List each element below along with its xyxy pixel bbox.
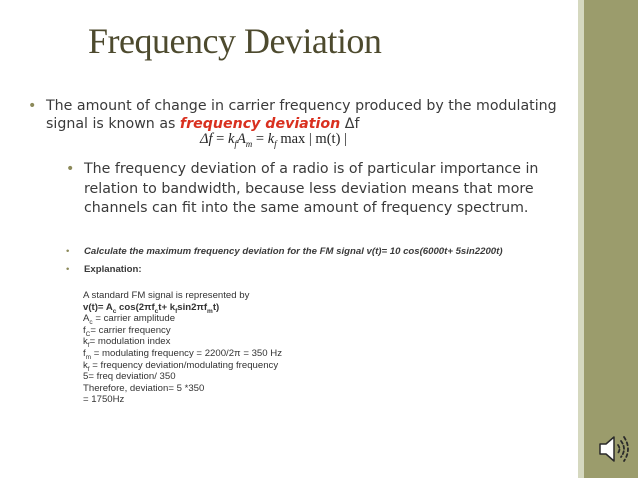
bullet-question-text: Calculate the maximum frequency deviation for the FM signal v(t)= 10 cos(6000t+ 5sin2200t) [84,246,503,257]
explanation-text: 5= freq deviation/ 350 [83,371,176,383]
explanation-sub: f [175,307,178,315]
explanation-text: f [83,347,86,359]
bullet-icon: • [66,246,70,257]
slide-title: Frequency Deviation [88,21,382,61]
bullet-question [66,246,503,257]
explanation-line [83,394,282,406]
explanation-text: k [83,336,88,348]
formula-lhs: Δf [200,131,213,147]
formula-a: A [236,131,246,147]
bullet-icon: • [66,264,70,275]
bullet-explanation [66,264,142,275]
explanation-sub: c [154,307,159,315]
formula-k-sub: f [234,138,237,149]
formula-k-2: k [267,131,275,147]
explanation-line [83,325,282,337]
explanation-text: t) [212,301,220,313]
explanation-text: = carrier frequency [90,324,171,336]
formula-equals: = [212,131,228,147]
bullet-bandwidth [66,160,584,219]
explanation-text: = modulation index [89,336,171,348]
explanation-line [83,348,282,360]
explanation-text: = frequency deviation/modulating frequency [89,359,279,371]
explanation-line [83,290,282,302]
bullet-definition-tail: Δf [340,116,360,132]
explanation-line [83,383,282,395]
explanation-text: = modulating frequency = 2200/2π = 350 Hz [91,347,282,359]
side-band [584,0,638,478]
explanation-sub: f [87,365,90,373]
explanation-line [83,302,282,314]
bullet-icon: • [66,161,75,177]
deviation-formula [200,131,347,149]
explanation-text: A standard FM signal is represented by [83,290,250,301]
explanation-text: v(t)= A [83,301,113,313]
explanation-sub: m [207,307,213,315]
formula-equals-2: = [252,131,268,147]
explanation-line [83,313,282,325]
formula-k-2-sub: f [274,138,277,149]
speaker-icon[interactable] [597,430,631,468]
explanation-line [83,336,282,348]
bullet-definition-text: The amount of change in carrier frequency produced by the modulating signal is known as [46,98,557,132]
bullet-bandwidth-text: The frequency deviation of a radio is of particular importance in relation to bandwidth, because less deviation means that more channels can fit into the same amount of frequency spectrum. [84,161,539,216]
explanation-sub: f [87,342,90,350]
explanation-text: = 1750Hz [83,394,125,406]
explanation-text: cos(2πf [116,301,155,313]
bullet-definition [28,97,578,133]
bullet-explanation-label: Explanation: [84,264,142,275]
formula-a-sub: m [245,138,253,149]
explanation-text: t+ k [158,301,176,313]
explanation-line [83,371,282,383]
explanation-text: k [83,359,88,371]
explanation-text: = carrier amplitude [92,313,176,325]
explanation-sub: c [112,307,117,315]
formula-tail: max | m(t) | [276,131,347,147]
formula-k: k [227,131,235,147]
slide-body [28,97,578,133]
explanation-text: f [83,324,86,336]
explanation-sub: m [85,353,92,361]
explanation-text: sin2πf [177,301,208,313]
explanation-sub: c [89,319,93,327]
explanation-text: A [83,313,90,325]
explanation-text: Therefore, deviation= 5 *350 [83,382,205,394]
bullet-icon: • [28,98,37,114]
frequency-deviation-emphasis: frequency deviation [179,116,341,132]
explanation-block [83,290,282,406]
explanation-line [83,360,282,372]
explanation-sub: C [85,330,91,338]
